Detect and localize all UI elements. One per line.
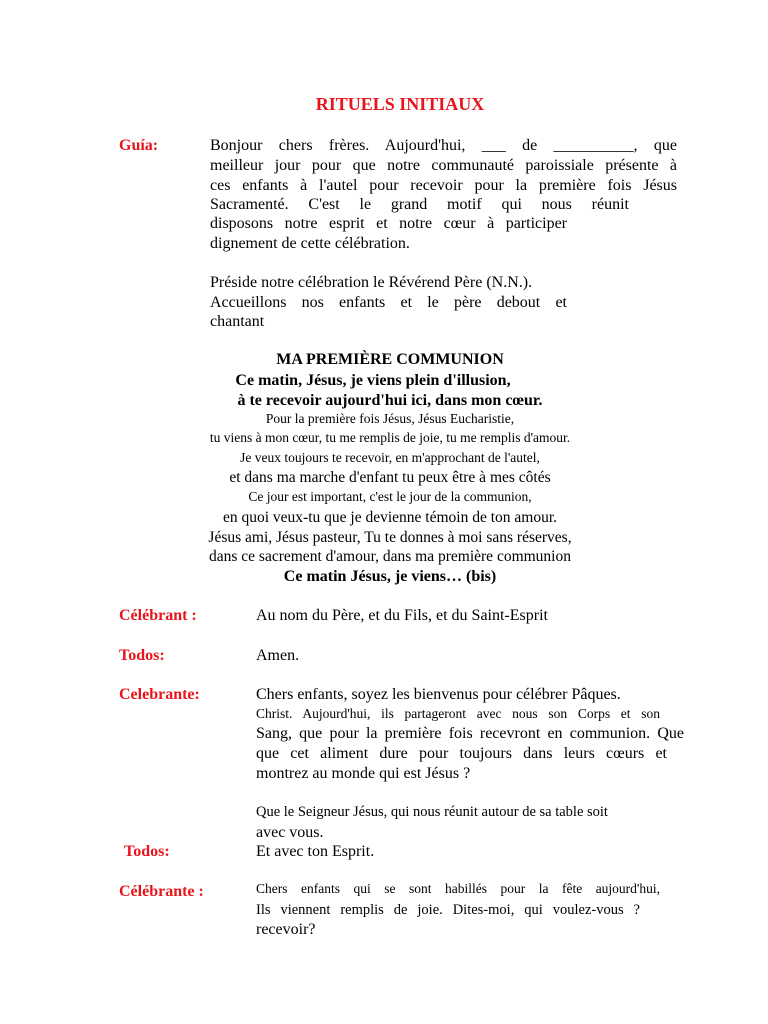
guia-line: Accueillons nos enfants et le père debout et [210,294,567,311]
song-line: Ce matin Jésus, je viens… (bis) [283,568,497,585]
song-line: en quoi veux-tu que je devienne témoin de ton amour. [222,509,558,526]
celebrante-label: Célébrante : [119,883,204,900]
guia-line: Sacramenté. C'est le grand motif qui nous réunit [210,196,629,213]
song-line: Pour la première fois Jésus, Jésus Eucharistie, [265,411,515,426]
dialogue-line: montrez au monde qui est Jésus ? [256,765,471,782]
song-line: Ce matin, Jésus, je viens plein d'illusion, [235,372,511,389]
dialogue-line: Au nom du Père, et du Fils, et du Saint-Esprit [256,607,548,624]
dialogue-line: Et avec ton Esprit. [256,843,375,860]
guia-line: chantant [210,313,265,330]
celebrante-label: Celebrante: [119,686,200,703]
dialogue-line: Sang, que pour la première fois recevront en communion. Que [256,725,684,742]
dialogue-line: Christ. Aujourd'hui, ils partageront avec nous son Corps et son [256,706,660,721]
dialogue-line: Ils viennent remplis de joie. Dites-moi, qui voulez-vous ? [256,902,640,918]
guia-line: disposons notre esprit et notre cœur à participer [210,215,567,232]
dialogue-line: avec vous. [256,824,324,841]
song-line: dans ce sacrement d'amour, dans ma première communion [209,548,571,565]
song-line: tu viens à mon cœur, tu me remplis de joie, tu me remplis d'amour. [209,430,571,445]
dialogue-line: Chers enfants, soyez les bienvenus pour célébrer Pâques. [256,686,621,703]
celebrant-label: Célébrant : [119,607,197,624]
todos-label: Todos: [119,647,165,664]
guia-line: ces enfants à l'autel pour recevoir pour la première fois Jésus [210,177,677,194]
dialogue-line: Que le Seigneur Jésus, qui nous réunit autour de sa table soit [256,804,608,820]
song-title: MA PREMIÈRE COMMUNION [276,351,504,368]
dialogue-line: Chers enfants qui se sont habillés pour la fête aujourd'hui, [256,881,660,896]
song-line: Je veux toujours te recevoir, en m'approchant de l'autel, [240,450,540,465]
guia-line: dignement de cette célébration. [210,235,410,252]
song-line: Ce jour est important, c'est le jour de la communion, [248,489,532,504]
dialogue-line: que cet aliment dure pour toujours dans leurs cœurs et [256,745,667,762]
guia-label: Guía: [119,137,159,154]
guia-line: Bonjour chers frères. Aujourd'hui, ___ de __________, que [210,137,677,154]
guia-line: meilleur jour pour que notre communauté paroissiale présente à [210,157,677,174]
song-line: Jésus ami, Jésus pasteur, Tu te donnes à moi sans réserves, [208,529,572,546]
dialogue-line: recevoir? [256,921,316,938]
song-line: et dans ma marche d'enfant tu peux être à mes côtés [229,469,551,486]
song-line: à te recevoir aujourd'hui ici, dans mon cœur. [237,392,543,409]
guia-line: Préside notre célébration le Révérend Père (N.N.). [210,274,533,291]
todos-label: Todos: [124,843,170,860]
dialogue-line: Amen. [256,647,300,664]
page-title: RITUELS INITIAUX [315,94,485,114]
